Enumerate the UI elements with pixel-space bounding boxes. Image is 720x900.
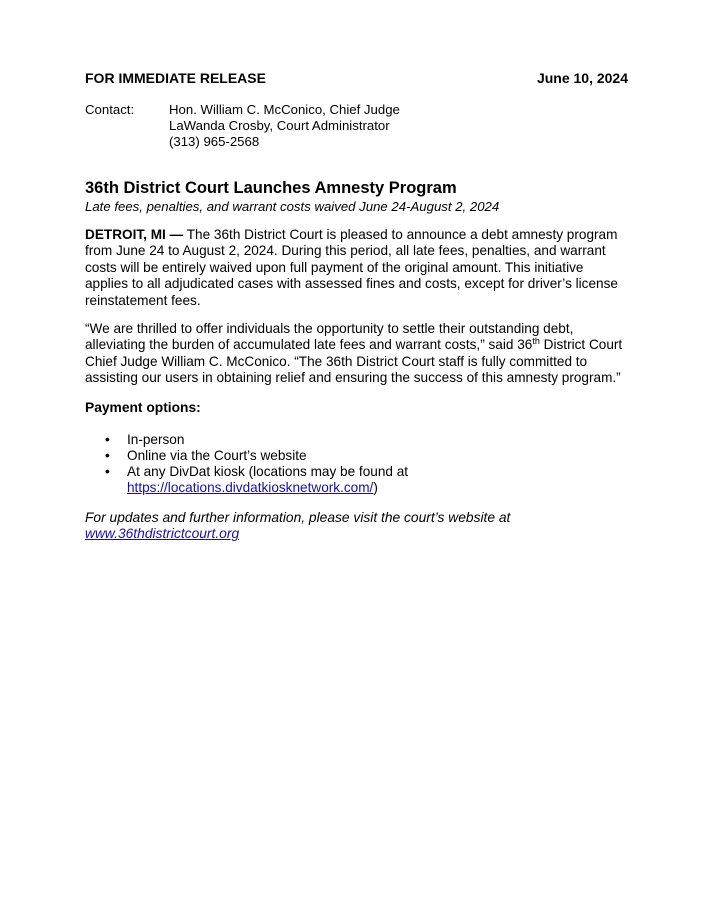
announcement-text: The 36th District Court is pleased to announce a debt amnesty program from June 24 to August 2, 2024. During this period, all late fees, penalties, and warrant costs will be entirely waived upon full payment of the original amount. This initiative applies to all adjudicated cases with assessed fines and costs, except for driver’s license reinstatement fees. bbox=[85, 227, 618, 308]
payment-option-label: Online via the Court’s website bbox=[127, 447, 307, 463]
footer-text: For updates and further information, please visit the court’s website at bbox=[85, 509, 511, 525]
release-label: FOR IMMEDIATE RELEASE bbox=[85, 70, 266, 86]
press-release bbox=[85, 70, 630, 543]
bullet-icon: • bbox=[105, 463, 110, 479]
court-website-link[interactable]: www.36thdistrictcourt.org bbox=[85, 526, 240, 542]
payment-option-label: At any DivDat kiosk (locations may be found at bbox=[127, 463, 409, 479]
contact-chief-judge: Hon. William C. McConico, Chief Judge bbox=[169, 102, 400, 117]
ordinal-superscript: th bbox=[532, 336, 540, 347]
payment-option-kiosk bbox=[85, 464, 630, 496]
footer-note bbox=[85, 510, 630, 543]
paragraph-quote bbox=[85, 321, 630, 387]
contact-phone: (313) 965-2568 bbox=[169, 134, 260, 149]
paragraph-announcement bbox=[85, 227, 630, 309]
bullet-icon: • bbox=[105, 447, 110, 463]
contact-label: Contact: bbox=[85, 102, 135, 117]
payment-options-list bbox=[85, 432, 630, 496]
contact-block bbox=[85, 102, 630, 150]
payment-option-online bbox=[85, 448, 630, 464]
kiosk-locations-link[interactable]: https://locations.divdatkiosknetwork.com/ bbox=[127, 479, 374, 495]
contact-lines bbox=[169, 102, 400, 150]
payment-options-heading: Payment options: bbox=[85, 399, 201, 415]
payment-option-in-person bbox=[85, 432, 630, 448]
headline: 36th District Court Launches Amnesty Program bbox=[85, 179, 457, 197]
contact-court-administrator: LaWanda Crosby, Court Administrator bbox=[169, 118, 390, 133]
bullet-icon: • bbox=[105, 431, 110, 447]
release-header bbox=[85, 70, 630, 87]
payment-option-label: In-person bbox=[127, 431, 185, 447]
subhead: Late fees, penalties, and warrant costs waived June 24-August 2, 2024 bbox=[85, 199, 500, 214]
quote-text-part1: “We are thrilled to offer individuals the opportunity to settle their outstanding debt, alleviating the burden of accumulated late fees and warrant costs,” said 36 bbox=[85, 321, 574, 353]
release-date: June 10, 2024 bbox=[536, 70, 628, 86]
kiosk-closing-paren: ) bbox=[373, 479, 378, 495]
dateline: DETROIT, MI — bbox=[85, 227, 184, 242]
quote-text-part2: District Court Chief Judge William C. McConico. “The 36th District Court staff is fully committed to assisting our users in obtaining relief and ensuring the success of this amnesty program.” bbox=[85, 337, 623, 386]
